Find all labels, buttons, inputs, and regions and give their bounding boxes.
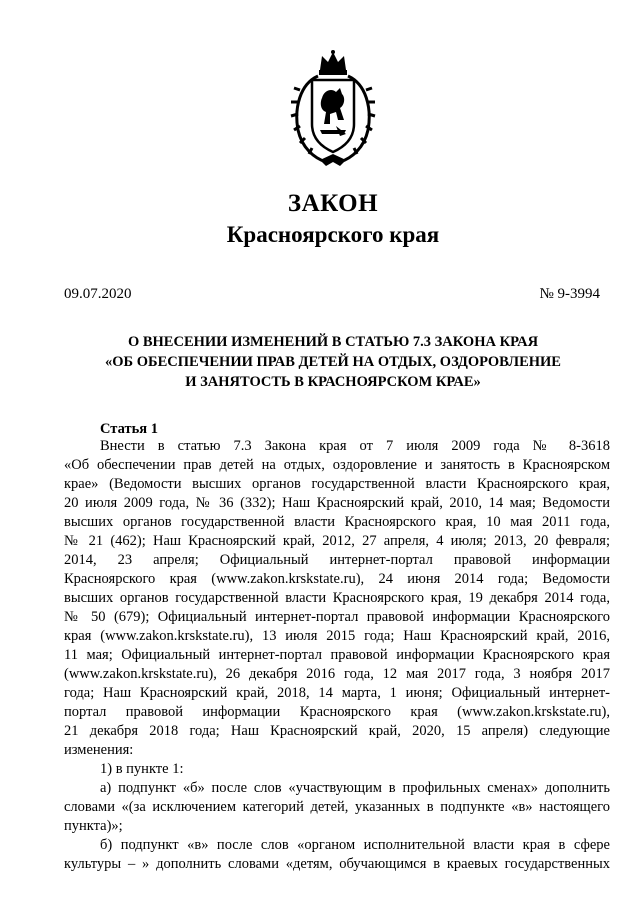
document-date: 09.07.2020: [64, 286, 132, 302]
body-line: № 50 (679); Официальный интернет-портал правовой информации Красноярского: [64, 609, 610, 625]
body-line: изменения:: [64, 742, 134, 758]
item-a-line: а) подпункт «б» после слов «участвующим в профильных сменах» дополнить: [100, 780, 610, 796]
body-line: края (www.zakon.krskstate.ru), 13 июля 2015 года; Наш Красноярский край, 2016,: [64, 628, 610, 644]
item-1: 1) в пункте 1:: [100, 761, 184, 777]
document-number: № 9-3994: [539, 286, 600, 302]
krasnoyarsk-coat-of-arms-emblem: [290, 50, 376, 168]
body-line: «Об обеспечении прав детей на отдых, оздоровление и занятость в Красноярском: [64, 457, 610, 473]
body-line: Красноярского края (www.zakon.krskstate.ru), 24 июня 2014 года; Ведомости: [64, 571, 610, 587]
law-heading-line: «ОБ ОБЕСПЕЧЕНИИ ПРАВ ДЕТЕЙ НА ОТДЫХ, ОЗДОРОВЛЕНИЕ: [105, 354, 561, 370]
body-line: № 21 (462); Наш Красноярский край, 2012, 27 апреля, 4 июля; 2013, 20 февраля;: [64, 533, 610, 549]
article-title: Статья 1: [100, 421, 158, 437]
body-line: высших органов государственной власти Красноярского края, 10 мая 2011 года,: [64, 514, 610, 530]
body-line: высших органов государственной власти Красноярского края, 19 декабря 2014 года,: [64, 590, 610, 606]
article-body: [64, 437, 610, 874]
body-line: 20 июля 2009 года, № 36 (332); Наш Красноярский край, 2010, 14 мая; Ведомости: [64, 495, 610, 511]
body-line: 21 декабря 2018 года; Наш Красноярский край, 2020, 15 апреля) следующие: [64, 723, 610, 739]
document-type-title: ЗАКОН: [287, 190, 379, 217]
item-b-line: культуры – » дополнить словами «детям, обучающимся в краевых государственных: [64, 856, 610, 872]
body-line: года; Наш Красноярский край, 2018, 14 марта, 1 июня; Официальный интернет-: [64, 685, 610, 701]
body-line: Внести в статью 7.3 Закона края от 7 июля 2009 года № 8-3618: [100, 438, 610, 454]
law-heading-line: О ВНЕСЕНИИ ИЗМЕНЕНИЙ В СТАТЬЮ 7.3 ЗАКОНА КРАЯ: [127, 334, 539, 350]
issuer-title: Красноярского края: [226, 222, 440, 247]
item-b-line: б) подпункт «в» после слов «органом исполнительной власти края в сфере: [100, 837, 610, 853]
body-line: крае» (Ведомости высших органов государственной власти Красноярского края,: [64, 476, 610, 492]
item-a-line: словами «(за исключением категорий детей, указанных в подпункте «в» настоящего: [64, 799, 610, 815]
item-a-line: пункта)»;: [64, 818, 123, 834]
law-heading: [60, 332, 606, 392]
law-heading-line: И ЗАНЯТОСТЬ В КРАСНОЯРСКОМ КРАЕ»: [185, 374, 481, 390]
body-line: портал правовой информации Красноярского края (www.zakon.krskstate.ru),: [64, 704, 610, 720]
body-line: (www.zakon.krskstate.ru), 26 декабря 2016 года, 12 мая 2017 года, 3 ноября 2017: [64, 666, 610, 682]
body-line: 11 мая; Официальный интернет-портал правовой информации Красноярского края: [64, 647, 610, 663]
body-line: 2014, 23 апреля; Официальный интернет-портал правовой информации: [64, 552, 610, 568]
